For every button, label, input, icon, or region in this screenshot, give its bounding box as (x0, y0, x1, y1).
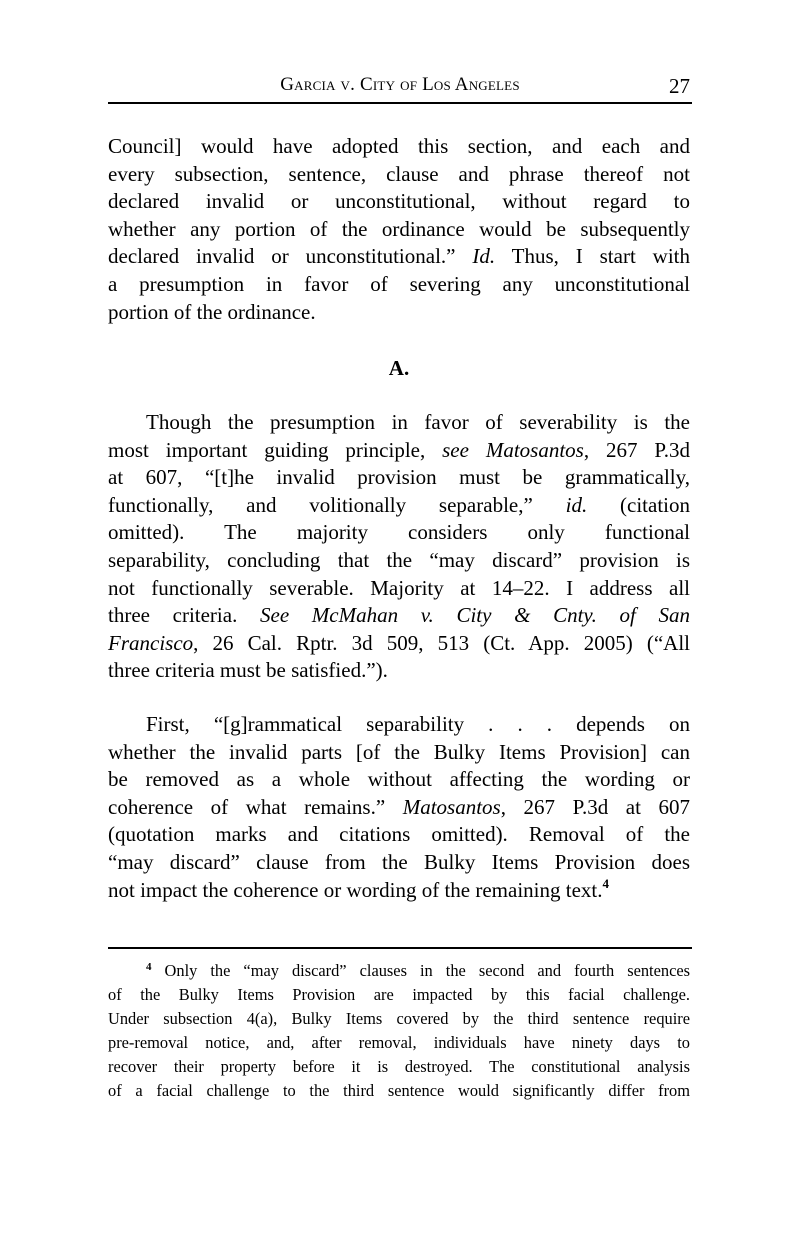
text-line (108, 409, 690, 437)
text-run: three criteria. (108, 603, 260, 628)
citation-text: see Matosantos (442, 437, 584, 462)
page-number: 27 (669, 74, 690, 98)
citation-text: See McMahan v. City & Cnty. of San (260, 603, 690, 628)
text-run: at 607, “[t]he invalid provision must be grammatically, (108, 465, 690, 490)
text-run: pre-removal notice, and, after removal, individuals have ninety days to (108, 1033, 690, 1052)
text-run: , 267 P.3d (583, 437, 690, 462)
text-run: separability, concluding that the “may discard” provision is (108, 547, 690, 572)
citation-text: id. (565, 492, 588, 517)
text-run: be removed as a whole without affecting the wording or (108, 767, 690, 792)
citation-text: Francisco (108, 630, 194, 655)
text-run: (quotation marks and citations omitted). Removal of the (108, 822, 690, 847)
text-run: most important guiding principle, (108, 437, 443, 462)
text-line (108, 877, 690, 905)
text-run: First, “[g]rammatical separability . . . depends on (146, 712, 690, 736)
case-title: Garcia v. City of Los Angeles (280, 74, 520, 95)
text-run: three criteria must be satisfied.”). (108, 658, 388, 683)
paragraph-1 (108, 133, 690, 326)
text-run: , 26 Cal. Rptr. 3d 509, 513 (Ct. App. 2005) (“All (193, 630, 690, 655)
text-line (108, 133, 690, 161)
text-run: of a facial challenge to the third sentence would significantly differ from (108, 1081, 690, 1100)
text-run: Only the “may discard” clauses in the second and fourth sentences (151, 961, 690, 980)
text-run: (citation (587, 492, 690, 517)
text-run: every subsection, sentence, clause and phrase thereof not (108, 161, 690, 186)
text-line (108, 161, 690, 189)
text-line (108, 959, 690, 983)
section-heading: A. (388, 356, 410, 380)
footnote-marker: 4 (602, 875, 609, 891)
citation-text: Id. (472, 244, 496, 269)
text-line (108, 1007, 690, 1031)
text-line (108, 794, 690, 822)
text-line (108, 519, 690, 547)
citation-text: Matosantos (402, 794, 501, 819)
running-header (108, 74, 692, 102)
text-run: recover their property before it is destroyed. The constitutional analysis (108, 1057, 690, 1076)
text-run: functionally, and volitionally separable,” (108, 492, 566, 517)
text-line (108, 243, 690, 271)
text-run: not impact the coherence or wording of the remaining text. (108, 877, 603, 902)
text-line (108, 188, 690, 216)
text-run: declared invalid or unconstitutional, without regard to (108, 189, 690, 214)
footnote-rule (108, 947, 692, 949)
text-run: whether the invalid parts [of the Bulky Items Provision] can (108, 739, 690, 764)
text-line (108, 575, 690, 603)
text-run: of the Bulky Items Provision are impacted by this facial challenge. (108, 985, 690, 1004)
text-line (108, 1031, 690, 1055)
text-line (108, 547, 690, 575)
text-run: , 267 P.3d at 607 (500, 794, 690, 819)
text-line (108, 464, 690, 492)
text-line (108, 657, 690, 685)
text-line (108, 492, 690, 520)
footnote-marker: 4 (146, 961, 152, 973)
text-run: Under subsection 4(a), Bulky Items covered by the third sentence require (108, 1009, 690, 1028)
text-run: a presumption in favor of severing any unconstitutional (108, 271, 690, 296)
text-line (108, 1055, 690, 1079)
text-line (108, 711, 690, 739)
footnote-4 (108, 959, 690, 1103)
text-run: declared invalid or unconstitutional.” (108, 244, 473, 269)
text-line (108, 821, 690, 849)
text-line (108, 602, 690, 630)
text-line (108, 299, 690, 327)
text-line (108, 766, 690, 794)
text-run: whether any portion of the ordinance would be subsequently (108, 216, 690, 241)
text-run: not functionally severable. Majority at 14–22. I address all (108, 575, 690, 600)
text-run: omitted). The majority considers only functional (108, 520, 690, 545)
paragraph-3 (108, 711, 690, 904)
header-rule (108, 102, 692, 104)
text-line (108, 216, 690, 244)
text-line (108, 849, 690, 877)
paragraph-2 (108, 409, 690, 685)
text-run: Thus, I start with (495, 244, 690, 269)
text-line (108, 739, 690, 767)
text-run: portion of the ordinance. (108, 299, 316, 324)
text-line (108, 1079, 690, 1103)
text-run: coherence of what remains.” (108, 794, 403, 819)
text-run: Council] would have adopted this section, and each and (108, 134, 690, 158)
text-line (108, 271, 690, 299)
text-line (108, 630, 690, 658)
text-line (108, 437, 690, 465)
text-run: Though the presumption in favor of severability is the (146, 410, 690, 434)
text-run: “may discard” clause from the Bulky Items Provision does (108, 849, 690, 874)
text-line (108, 983, 690, 1007)
